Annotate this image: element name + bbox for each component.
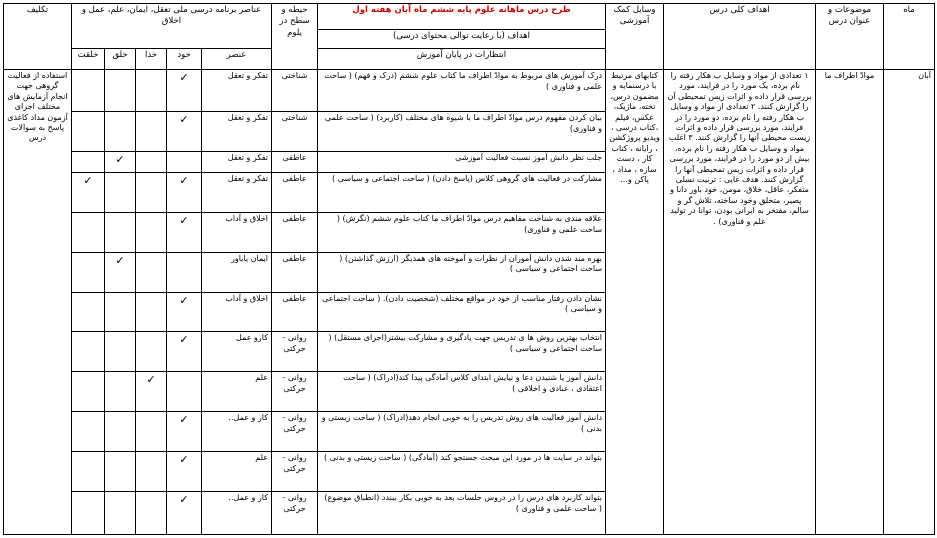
element-row-6: ایمان یاباور [202,252,272,292]
element-row-7: اخلاق و آداب [202,292,272,332]
general-goals-cell: ۱ تعدادی از مواد و وسایل ب هکار رفته را نام برده، یک مورد را در فرایند، مورد بررسی قرار داده و اثرات زیس تمحیطی آن را گزارش کنند. ۲ تعدادی از مواد و وسایل ب هکار رفته را نام برده، دو مورد را در فرایند، مورد بررسی قرار داده و اثرات زیست محیطی آنها را گزارش کنند. ۳ اغلب مواد و وسایل ب هکار رفته را نام برده، بیش از دو مورد را در فرایند، مورد بررسی قرار داده و اثرات زیس تمحیطی آنها را گزارش کنند. هدف غایی : تربیت نسلی متفکر، عاقل، خلاق، مومن، خود باور دانا و پصیر، متخلق وخود ساخته، تلاش گر و سالم، مفتخر به ایرانی بودن، توانا در تولید علم و فناوری) . [664,70,816,535]
check-people-row-2 [105,112,136,152]
check-people-row-1 [105,70,136,112]
element-row-2: تفکر و تعقل [202,112,272,152]
check-self-row-6 [167,252,202,292]
element-row-10: کار و عمل.. [202,412,272,452]
domain-row-8: روانی - حرکتی [272,332,318,372]
check-self-row-4: ✓ [167,172,202,212]
relation-god-header: خدا [136,49,167,70]
goal-row-1: درک آموزش های مربوط به موادّ اطراف ما کتاب علوم ششم (درک و فهم) ( ساحت علمی و فناوری ) [318,70,606,112]
check-god-row-10 [136,412,167,452]
relation-creation-header: خلقت [72,49,105,70]
curriculum-elements-header: عناصر برنامه درسی ملی تعقل، ایمان، علم، عمل و اخلاق [72,4,272,49]
check-god-row-2 [136,112,167,152]
element-row-4: تفکر و تعقل [202,172,272,212]
check-creation-row-12 [72,491,105,534]
goals-subheader: اهداف (با رعایت توالی محتوای درسی) [318,30,606,49]
goal-row-5: علاقه مندی به شناخت مفاهیم درس موادّ اطراف ما کتاب علوم ششم (نگرش) ( ساحت علمی و فناوری) [318,212,606,252]
domain-row-2: شناختی [272,112,318,152]
domain-row-9: روانی - حرکتی [272,372,318,412]
check-self-row-3 [167,151,202,172]
element-header: عنصر [202,49,272,70]
domain-level-header: حیطه و سطح در یلوم [272,4,318,70]
domain-row-7: عاطفی [272,292,318,332]
check-people-row-4 [105,172,136,212]
check-creation-row-10 [72,412,105,452]
check-god-row-3 [136,151,167,172]
check-self-row-5: ✓ [167,212,202,252]
check-people-row-8 [105,332,136,372]
check-people-row-12 [105,491,136,534]
check-self-row-7: ✓ [167,292,202,332]
domain-row-4: عاطفی [272,172,318,212]
domain-row-10: روانی - حرکتی [272,412,318,452]
element-row-12: کار و عمل.. [202,491,272,534]
check-self-row-9 [167,372,202,412]
goal-row-10: دانش آموز فعالیت های روش تدریس را به خوبی انجام دهد(ادراک) ( ساحت زیستی و بدنی ) [318,412,606,452]
check-creation-row-9 [72,372,105,412]
check-self-row-8: ✓ [167,332,202,372]
domain-row-6: عاطفی [272,252,318,292]
goal-row-4: مشارکت در فعالیت های گروهی کلاس (پاسخ دادن) ( ساحت اجتماعی و سیاسی ) [318,172,606,212]
goal-row-6: بهره مند شدن دانش آموزان از نظرات و آموخته های همدیگر (ارزش گذاشتن) ( ساحت اجتماعی و سیاسی ) [318,252,606,292]
lesson-plan-table [3,3,935,535]
tools-cell: کتابهای مرتبط با درسنمایه و مضمون درس، تخته، ماژیک، عکس، فیلم ،کتاب درسی ، ویدیو پروژکشن ، رایانه ، کتاب کار ، دست سازه ، مداد ، پاکن و... [606,70,664,535]
goal-row-12: بتواند کاربرد های درس را در دروس جلسات بعد به خوبی بکار ببندد (انطباق موضوع) ( ساحت علمی و فناوری ) [318,491,606,534]
check-creation-row-8 [72,332,105,372]
domain-row-3: عاطفی [272,151,318,172]
check-people-row-5 [105,212,136,252]
goal-row-8: انتخاب بهترین روش ها ی تدریس جهت یادگیری و مشارکت بیشتر(اجرای مستقل) ( ساحت اجتماعی و سیاسی ) [318,332,606,372]
element-row-1: تفکر و تعقل [202,70,272,112]
domain-row-12: روانی - حرکتی [272,491,318,534]
month-cell: آبان [884,70,935,535]
check-creation-row-1 [72,70,105,112]
domain-row-1: شناختی [272,70,318,112]
element-row-11: علم [202,452,272,492]
relation-self-header: خود [167,49,202,70]
check-creation-row-11 [72,452,105,492]
check-god-row-11 [136,452,167,492]
check-creation-row-7 [72,292,105,332]
check-god-row-8 [136,332,167,372]
topic-cell: موادّ اطراف ما [816,70,884,535]
check-god-row-9: ✓ [136,372,167,412]
check-self-row-11: ✓ [167,452,202,492]
check-people-row-11 [105,452,136,492]
goal-row-2: بیان کردن مفهوم درس موادّ اطراف ما با شیوه های مختلف (کاربرد) ( ساحت علمی و فناوری) [318,112,606,152]
check-creation-row-5 [72,212,105,252]
expectations-subheader: انتظارات در پایان آموزش [318,49,606,70]
check-people-row-9 [105,372,136,412]
check-people-row-6: ✓ [105,252,136,292]
homework-cell: استفاده از فعالیت گروهی جهت انجام آزمایش های مختلف اجرای آزمون مداد کاغذی پاسخ به سوالات درس [4,70,72,535]
check-people-row-7 [105,292,136,332]
check-creation-row-2 [72,112,105,152]
check-self-row-12: ✓ [167,491,202,534]
check-god-row-1 [136,70,167,112]
element-row-9: علم [202,372,272,412]
goal-row-7: نشان دادن رفتار مناسب از خود در مواقع مختلف (شخصیت دادن). ( ساحت اجتماعی و سیاسی ) [318,292,606,332]
check-people-row-10 [105,412,136,452]
check-self-row-2: ✓ [167,112,202,152]
check-god-row-12 [136,491,167,534]
relation-people-header: خلق [105,49,136,70]
check-self-row-10: ✓ [167,412,202,452]
check-god-row-6 [136,252,167,292]
element-row-8: کارو عمل [202,332,272,372]
check-creation-row-6 [72,252,105,292]
general-goals-header: اهداف کلی درس [664,4,816,70]
tools-header: وسایل کمک آموزشی [606,4,664,70]
goal-row-3: جلب نظر دانش آموز نسبت فعالیت آموزشی [318,151,606,172]
check-god-row-4 [136,172,167,212]
check-creation-row-3 [72,151,105,172]
domain-row-11: روانی - حرکتی [272,452,318,492]
goal-row-9: دانش آموز یا شنیدن دعا و نیایش ابتدای کلاس آمادگی پیدا کند(ادراک) ( ساحت اعتقادی ، عبادی و اخلاقی ) [318,372,606,412]
plan-title: طرح درس ماهانه علوم پایه ششم ماه آبان هفته اول [318,4,606,30]
check-creation-row-4: ✓ [72,172,105,212]
check-god-row-5 [136,212,167,252]
month-header: ماه [884,4,935,70]
domain-row-5: عاطفی [272,212,318,252]
element-row-3: تفکر و تعقل [202,151,272,172]
goal-row-11: بتواند در سایت ها در مورد این مبحث جستجو کند (آمادگی) ( ساحت زیستی و بدنی ) [318,452,606,492]
topics-header: موضوعات و عنوان درس [816,4,884,70]
check-people-row-3: ✓ [105,151,136,172]
element-row-5: اخلاق و آداب [202,212,272,252]
check-self-row-1: ✓ [167,70,202,112]
homework-header: تکلیف [4,4,72,70]
check-god-row-7 [136,292,167,332]
